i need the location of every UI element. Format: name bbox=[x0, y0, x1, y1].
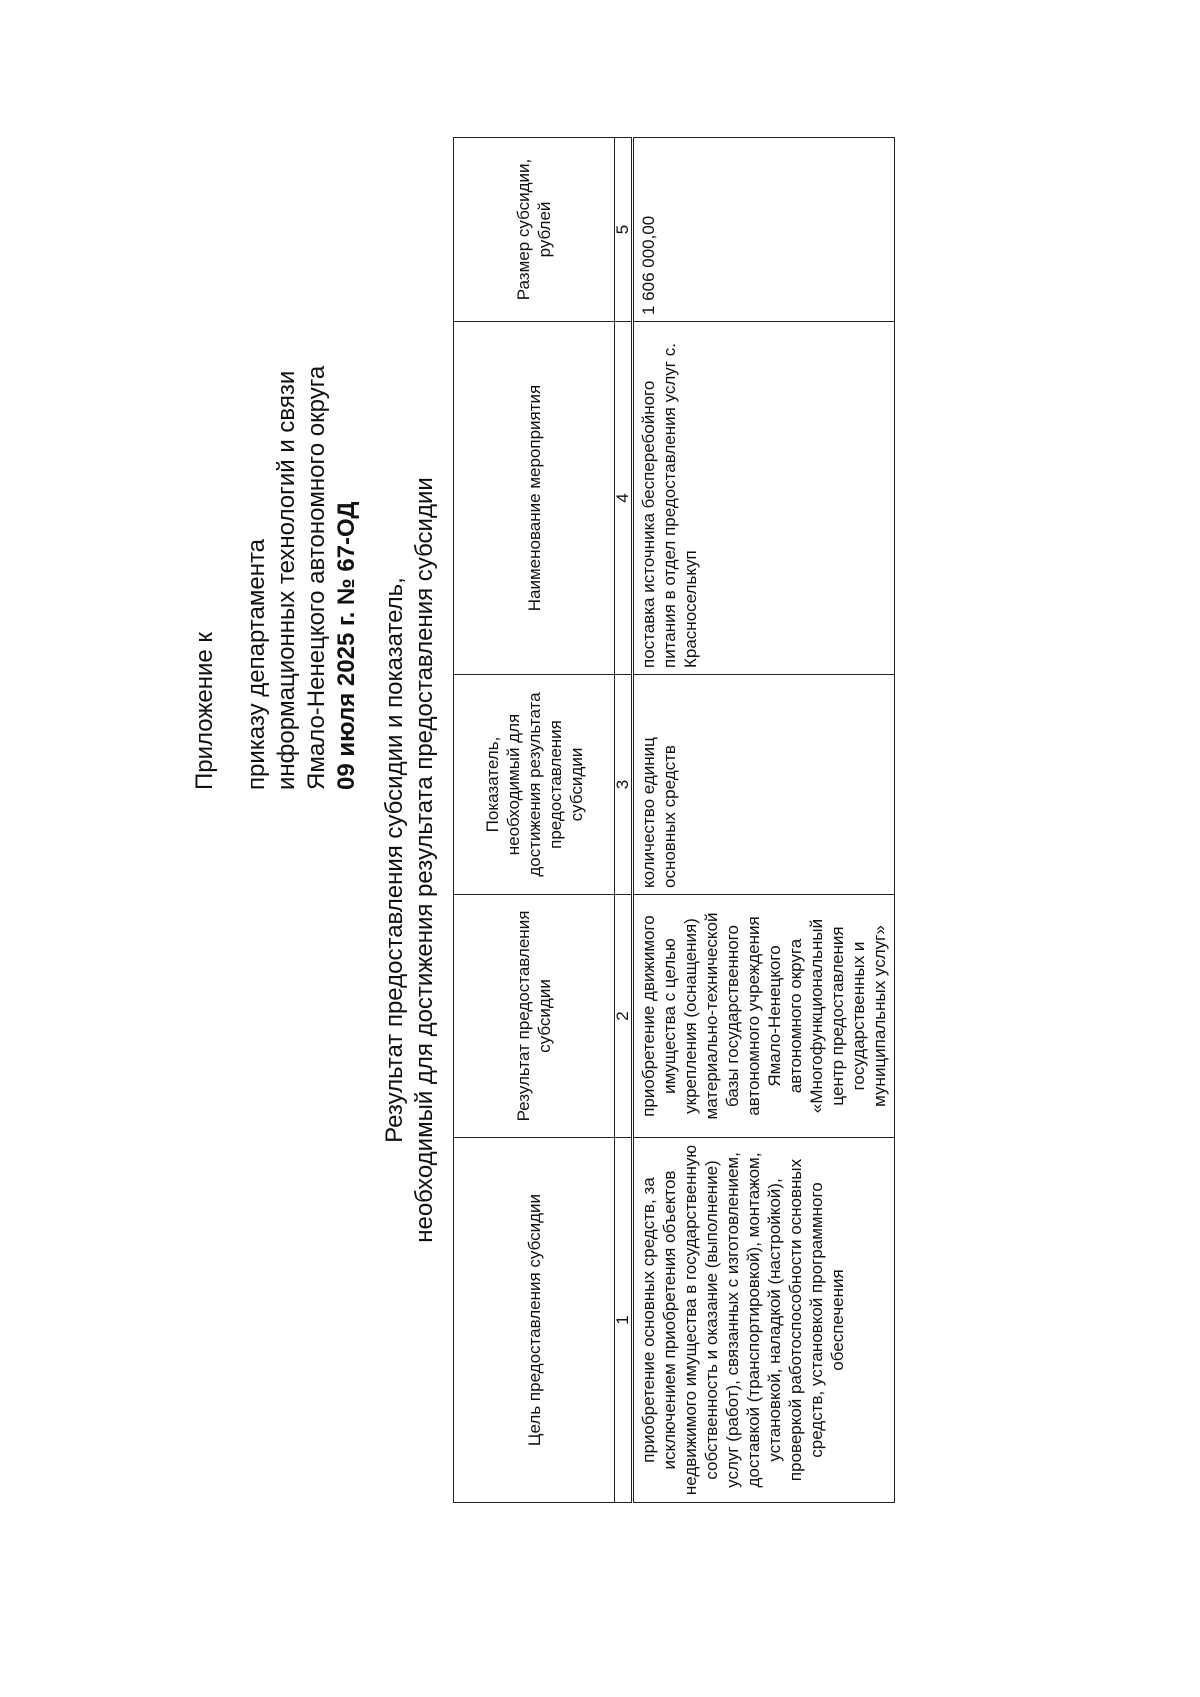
column-number: 2 bbox=[615, 895, 633, 1138]
header-goal: Цель предоставления субсидии bbox=[454, 1138, 615, 1503]
document-title bbox=[380, 80, 440, 1640]
header-amount: Размер субсидии, рублей bbox=[454, 138, 615, 322]
cell-result: приобретение движимого имущества с целью укрепления (оснащения) материально-технической базы государственного автономного учреждения Ямало-Ненецкого автономного округа «Многофункциональный центр предоставления государственных и муниципальных услуг» bbox=[633, 895, 895, 1138]
title-line-1: Результат предоставления субсидии и показатель, bbox=[381, 577, 408, 1143]
column-number-row bbox=[615, 138, 633, 1503]
column-number: 5 bbox=[615, 138, 633, 322]
column-number: 3 bbox=[615, 675, 633, 895]
cell-amount: 1 606 000,00 bbox=[633, 138, 895, 322]
appendix-label: Приложение к bbox=[191, 632, 218, 790]
rotated-sheet bbox=[160, 80, 920, 1640]
header-indicator: Показатель, необходимый для достижения результата предоставления субсидии bbox=[454, 675, 615, 895]
column-number: 1 bbox=[615, 1138, 633, 1503]
cell-indicator: количество единиц основных средств bbox=[633, 675, 895, 895]
column-number: 4 bbox=[615, 322, 633, 675]
order-line-3: Ямало-Ненецкого автономного округа bbox=[303, 365, 330, 790]
order-line-2: информационных технологий и связи bbox=[273, 370, 300, 790]
header-event: Наименование мероприятия bbox=[454, 322, 615, 675]
table-header-row bbox=[454, 138, 615, 1503]
order-line-1: приказу департамента bbox=[243, 538, 270, 790]
table-row bbox=[633, 138, 895, 1503]
cell-event: поставка источника бесперебойного питания в отдел предоставления услуг с. Красноселькуп bbox=[633, 322, 895, 675]
cell-goal: приобретение основных средств, за исключением приобретения объектов недвижимого имущества в государственную собственность и оказание (выполнение) услуг (работ), связанных с изготовлением, доставкой (транспортировкой), монтажом, установкой, наладкой (настройкой), проверкой работоспособности основных средств, установкой программного обеспечения bbox=[633, 1138, 895, 1503]
subsidy-table bbox=[453, 137, 895, 1503]
header-result: Результат предоставления субсидии bbox=[454, 895, 615, 1138]
order-date-number: 09 июля 2025 г. № 67-ОД bbox=[333, 501, 360, 790]
appendix-block bbox=[190, 90, 362, 790]
title-line-2: необходимый для достижения результата предоставления субсидии bbox=[411, 477, 438, 1243]
